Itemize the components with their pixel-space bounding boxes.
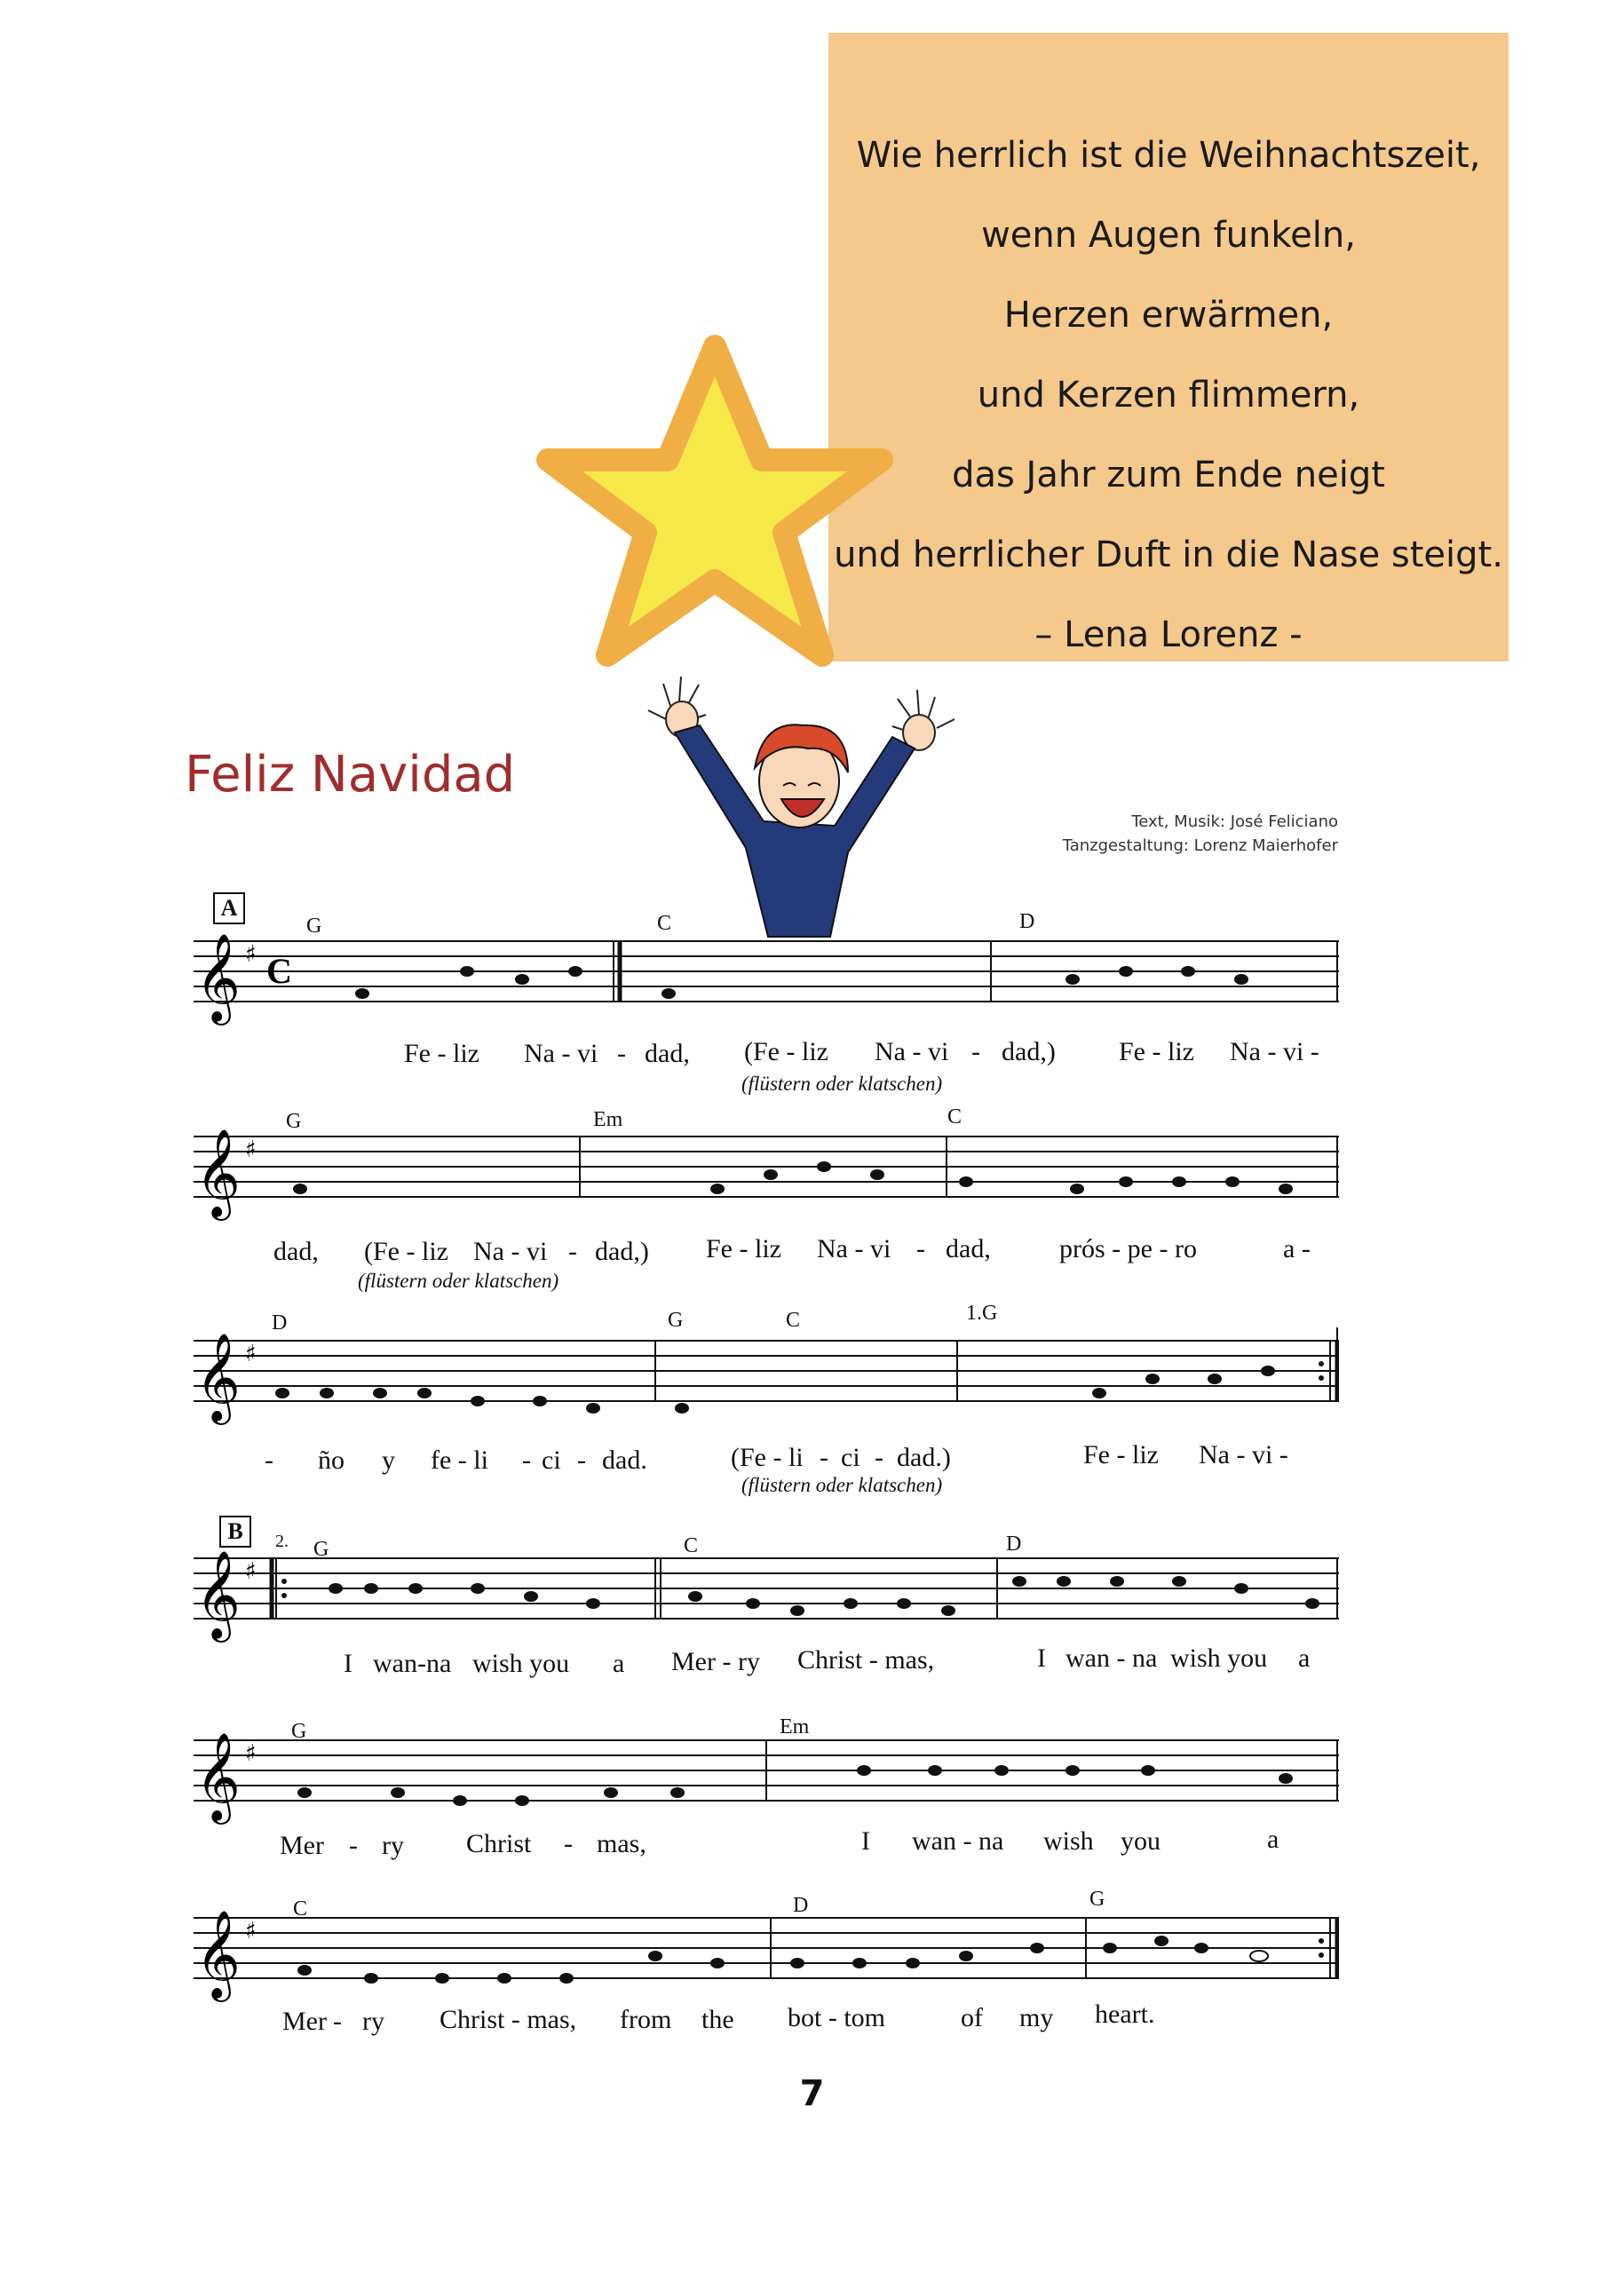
lyric: a — [1298, 1643, 1311, 1673]
lyric: wish — [1043, 1826, 1094, 1856]
lyric: Na - vi - — [1199, 1440, 1288, 1469]
svg-text:♯: ♯ — [245, 1341, 257, 1367]
lyric: I — [344, 1649, 353, 1678]
lyric: (Fe - liz — [744, 1037, 828, 1066]
lyric: ci — [542, 1445, 561, 1475]
lyric: Na - vi — [524, 1039, 598, 1068]
chord-label: G — [1089, 1888, 1105, 1911]
chord-label: D — [793, 1894, 809, 1917]
music-staff — [185, 1327, 1339, 1461]
lyric: dad,) — [595, 1237, 649, 1266]
lyric: the — [701, 2005, 734, 2034]
lyric: from — [620, 2005, 672, 2034]
lyric: - — [617, 1039, 626, 1068]
performance-hint: (flüstern oder klatschen) — [741, 1073, 943, 1095]
svg-text:𝄞: 𝄞 — [195, 1129, 241, 1217]
lyric: of — [961, 2003, 983, 2032]
credit-dance: Tanzgestaltung: Lorenz Maierhofer — [1062, 836, 1338, 855]
lyric: a - — [1283, 1234, 1311, 1263]
svg-text:♯: ♯ — [245, 941, 257, 968]
lyric: my — [1019, 2003, 1054, 2032]
section-marker-a: A — [213, 892, 245, 924]
chord-label: Em — [593, 1108, 623, 1131]
chord-label: C — [786, 1309, 801, 1332]
chord-label: C — [947, 1105, 963, 1129]
poem-line: wenn Augen funkeln, — [981, 215, 1356, 256]
svg-text:𝄞: 𝄞 — [195, 933, 241, 1022]
lyric: Na - vi — [817, 1234, 891, 1263]
lyric: ry — [382, 1831, 404, 1860]
chord-label: D — [272, 1311, 288, 1334]
music-staff — [185, 1905, 1339, 2038]
lyric: wish you — [1170, 1643, 1268, 1673]
lyric: wan-na — [373, 1649, 452, 1678]
chord-label: 1.G — [966, 1302, 998, 1325]
lyric: I — [1037, 1643, 1046, 1673]
svg-text:♯: ♯ — [245, 1136, 257, 1163]
lyric: Fe - liz — [1083, 1440, 1159, 1469]
lyric: Mer — [282, 2007, 327, 2036]
lyric: dad, — [273, 1237, 319, 1266]
lyric: y — [382, 1445, 395, 1475]
lyric: dad, — [946, 1234, 991, 1263]
lyric: - — [971, 1037, 980, 1066]
chord-label: C — [293, 1897, 308, 1921]
performance-hint: (flüstern oder klatschen) — [741, 1474, 943, 1496]
lyric: Mer - ry — [671, 1647, 760, 1676]
lyric: (Fe - liz — [364, 1237, 448, 1266]
lyric: ci — [841, 1443, 860, 1472]
lyric: ry — [362, 2007, 384, 2036]
lyric: - — [577, 1445, 586, 1475]
lyric: wan - na — [912, 1826, 1004, 1856]
poem-box — [828, 33, 1509, 661]
lyric: Fe - liz — [1119, 1037, 1194, 1066]
page-number: 7 — [799, 2073, 825, 2114]
lyric: you — [1121, 1826, 1161, 1856]
lyric: - — [820, 1443, 828, 1472]
chord-label: C — [657, 912, 672, 935]
chord-label: G — [291, 1720, 307, 1743]
poem-line: und Kerzen flimmern, — [977, 375, 1360, 416]
section-marker-b: B — [219, 1516, 251, 1548]
lyric: (Fe - li — [731, 1443, 804, 1472]
poem-line: das Jahr zum Ende neigt — [952, 455, 1385, 495]
svg-text:♯: ♯ — [245, 1740, 257, 1767]
svg-text:♯: ♯ — [245, 1558, 257, 1585]
lyric: - — [522, 1445, 531, 1475]
lyric: dad, — [645, 1039, 690, 1068]
credit-text: Text, Musik: José Feliciano — [1131, 812, 1338, 831]
chord-label: G — [286, 1110, 302, 1133]
lyric: - — [564, 1829, 573, 1858]
lyric: Fe - liz — [404, 1039, 479, 1068]
svg-text:𝄞: 𝄞 — [195, 1333, 241, 1422]
lyric: - — [333, 2007, 342, 2036]
chord-label: C — [684, 1534, 699, 1557]
lyric: wish you — [472, 1649, 570, 1678]
lyric: mas, — [597, 1829, 646, 1858]
lyric: dad,) — [1002, 1037, 1056, 1066]
lyric: Fe - liz — [706, 1234, 781, 1263]
lyric: a — [613, 1649, 625, 1678]
lyric: fe - li — [431, 1445, 488, 1475]
svg-text:𝄞: 𝄞 — [195, 1910, 241, 1999]
lyric: I — [861, 1826, 870, 1856]
song-title: Feliz Navidad — [185, 746, 516, 804]
cheering-child-illustration — [622, 670, 994, 954]
poem-line: und herrlicher Duft in die Nase steigt. — [834, 535, 1503, 575]
poem-author: – Lena Lorenz - — [1034, 614, 1303, 655]
svg-text:𝄞: 𝄞 — [195, 1550, 241, 1639]
star-icon — [533, 329, 906, 684]
lyric: Na - vi - — [1230, 1037, 1319, 1066]
chord-label: Em — [780, 1715, 810, 1738]
lyric: - — [568, 1237, 577, 1266]
lyric: Na - vi — [875, 1037, 949, 1066]
volta-number: 2. — [275, 1532, 289, 1551]
lyric: - — [349, 1831, 358, 1860]
lyric: a — [1267, 1825, 1279, 1854]
lyric: dad.) — [897, 1443, 951, 1472]
chord-label: D — [1006, 1532, 1022, 1556]
performance-hint: (flüstern oder klatschen) — [358, 1270, 559, 1292]
poem-line: Herzen erwärmen, — [1003, 295, 1334, 336]
chord-label: D — [1019, 910, 1035, 933]
svg-text:C: C — [266, 951, 292, 991]
lyric: Christ — [466, 1829, 532, 1858]
svg-text:𝄞: 𝄞 — [195, 1732, 241, 1821]
lyric: Na - vi — [473, 1237, 548, 1266]
lyric: dad. — [602, 1445, 647, 1475]
lyric: heart. — [1095, 2000, 1155, 2029]
lyric: - — [916, 1234, 925, 1263]
poem-line: Wie herrlich ist die Weihnachtszeit, — [856, 135, 1481, 176]
lyric: prós - pe - ro — [1059, 1234, 1197, 1263]
music-staff — [185, 1727, 1339, 1860]
chord-label: G — [313, 1538, 329, 1561]
lyric: ño — [318, 1445, 345, 1475]
svg-text:♯: ♯ — [245, 1918, 257, 1944]
lyric: Christ - mas, — [440, 2005, 577, 2034]
lyric: Mer — [280, 1831, 324, 1860]
music-staff — [185, 1545, 1339, 1678]
chord-label: G — [306, 915, 322, 938]
chord-label: G — [668, 1309, 684, 1332]
lyric: Christ - mas, — [797, 1645, 935, 1675]
lyric: wan - na — [1066, 1643, 1158, 1673]
lyric: - — [265, 1445, 273, 1475]
lyric: - — [875, 1443, 883, 1472]
lyric: bot - tom — [788, 2003, 885, 2032]
